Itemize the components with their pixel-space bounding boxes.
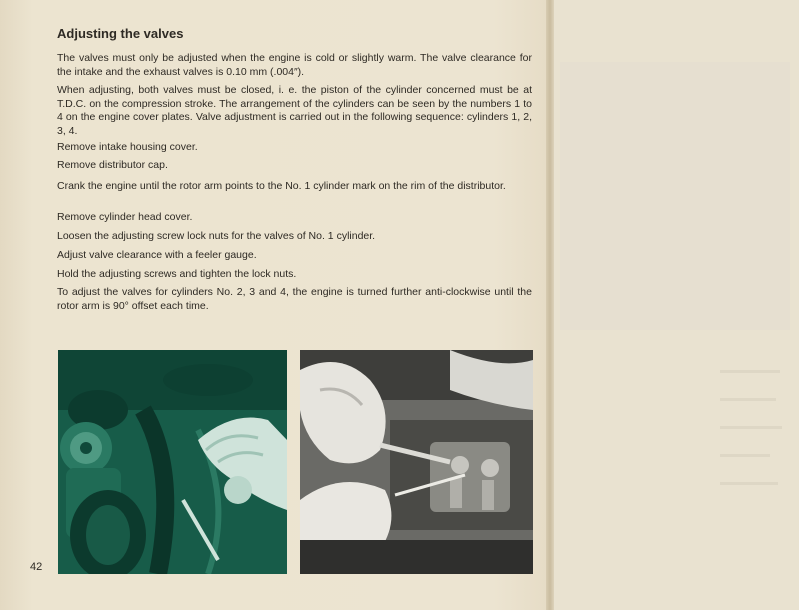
- paragraph-valve-clearance: The valves must only be adjusted when the engine is cold or slightly warm. The valve clearance for the intake and the exhaust valves is 0.10 mm (.004″).: [57, 52, 532, 78]
- bleed-through-block: [560, 62, 790, 330]
- engine-distributor-photo: [58, 350, 287, 574]
- page-number: 42: [30, 561, 43, 573]
- book-gutter: [546, 0, 554, 610]
- step-remove-head-cover: Remove cylinder head cover.: [57, 211, 193, 223]
- bleed-through-line: [720, 370, 780, 373]
- step-crank-engine: Crank the engine until the rotor arm points to the No. 1 cylinder mark on the rim of the distributor.: [57, 180, 506, 192]
- step-loosen-lock-nuts: Loosen the adjusting screw lock nuts for the valves of No. 1 cylinder.: [57, 230, 376, 242]
- paragraph-tdc-sequence: When adjusting, both valves must be closed, i. e. the piston of the cylinder concerned must be at T.D.C. on the compression stroke. The arrangement of the cylinders can be seen by the numbers 1 to 4 on the engine cover plates. Valve adjustment is carried out in the following sequence: cylinders 1, 2, 3, 4.: [57, 84, 532, 137]
- section-title: Adjusting the valves: [57, 26, 184, 41]
- bleed-through-line: [720, 426, 782, 429]
- bleed-through-line: [720, 482, 778, 485]
- engine-distributor-illustration: [58, 350, 287, 574]
- bleed-through-line: [720, 398, 776, 401]
- paragraph-other-cylinders: To adjust the valves for cylinders No. 2, 3 and 4, the engine is turned further anti-clockwise until the rotor arm is 90° offset each time.: [57, 286, 532, 312]
- valve-adjustment-photo: [300, 350, 533, 574]
- step-feeler-gauge: Adjust valve clearance with a feeler gauge.: [57, 249, 257, 261]
- step-remove-distributor-cap: Remove distributor cap.: [57, 159, 168, 171]
- valve-adjustment-illustration: [300, 350, 533, 574]
- step-tighten-lock-nuts: Hold the adjusting screws and tighten the lock nuts.: [57, 268, 297, 280]
- step-remove-intake-cover: Remove intake housing cover.: [57, 141, 198, 153]
- bleed-through-line: [720, 454, 770, 457]
